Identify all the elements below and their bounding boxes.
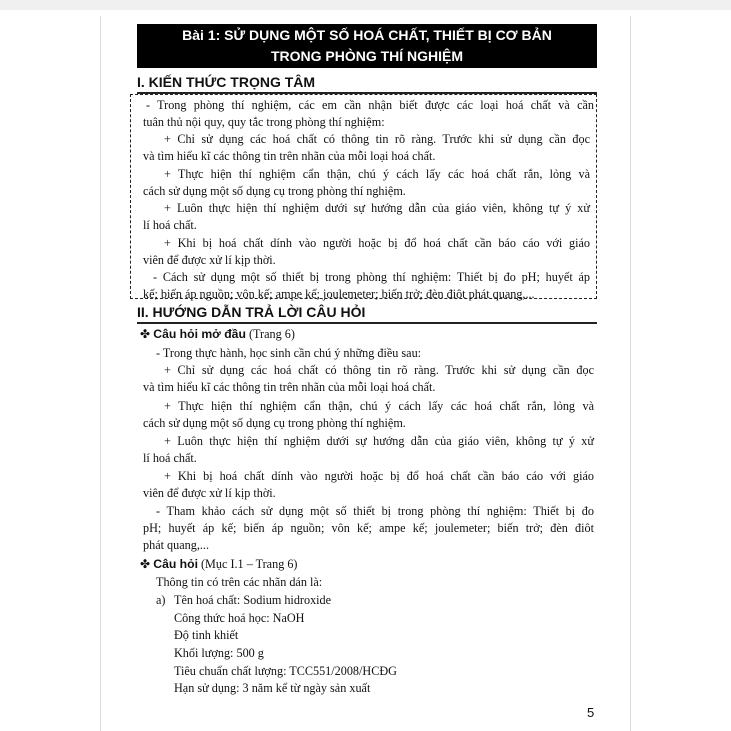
s2-line: + Chỉ sử dụng các hoá chất có thông tin rõ ràng. Trước khi sử dụng cần đọc <box>164 363 594 377</box>
s1-line: cách sử dụng một số dụng cụ trong phòng thí nghiệm. <box>143 184 406 198</box>
s2-line: - Trong thực hành, học sinh cần chú ý những điều sau: <box>156 346 422 360</box>
question-label: Câu hỏi <box>153 557 198 571</box>
label-info-line: Khối lượng: 500 g <box>174 646 264 660</box>
s1-line: - Trong phòng thí nghiệm, các em cần nhận biết được các loại hoá chất và cần <box>146 98 594 112</box>
top-strip <box>0 0 731 10</box>
s2-line: phát quang,... <box>143 538 210 552</box>
lesson-title <box>137 24 597 68</box>
lesson-title-line1: Bài 1: SỬ DỤNG MỘT SỐ HOÁ CHẤT, THIẾT BỊ CƠ BẢN <box>182 27 552 43</box>
label-info-line: Hạn sử dụng: 3 năm kể từ ngày sản xuất <box>174 681 371 695</box>
section2-underline <box>137 322 597 324</box>
s2-line: viên để được xử lí kịp thời. <box>143 486 276 500</box>
question-label: Câu hỏi mở đầu <box>153 327 246 341</box>
question-heading <box>140 327 295 342</box>
s1-line: viên để được xử lí kịp thời. <box>143 253 276 267</box>
label-info-line: Công thức hoá học: NaOH <box>174 611 305 625</box>
s1-line: + Thực hiện thí nghiệm cẩn thận, chú ý cách lấy các hoá chất rắn, lỏng và <box>164 167 590 181</box>
question-heading <box>140 557 297 572</box>
s1-line: + Luôn thực hiện thí nghiệm dưới sự hướng dẫn của giáo viên, không tự ý xử <box>164 201 590 215</box>
s2-line: + Khi bị hoá chất dính vào người hoặc bị đổ hoá chất cần báo cáo với giáo <box>164 469 594 483</box>
answer-marker: a) <box>156 593 166 607</box>
s2-line: - Tham khảo cách sử dụng một số thiết bị trong phòng thí nghiệm: Thiết bị đo <box>156 504 594 518</box>
s2-line: + Luôn thực hiện thí nghiệm dưới sự hướng dẫn của giáo viên, không tự ý xử <box>164 434 594 448</box>
question-ref: (Trang 6) <box>245 327 295 341</box>
s2-line: và tìm hiểu kĩ các thông tin trên nhãn của mỗi loại hoá chất. <box>143 380 436 394</box>
page-number: 5 <box>587 705 595 720</box>
question-ref: (Mục I.1 – Trang 6) <box>197 557 298 571</box>
s1-line: lí hoá chất. <box>143 218 197 232</box>
s1-line: + Chỉ sử dụng các hoá chất có thông tin rõ ràng. Trước khi sử dụng cần đọc <box>164 132 590 146</box>
label-info-line: Tên hoá chất: Sodium hidroxide <box>174 593 332 607</box>
s1-line: kế; biến áp nguồn; vôn kế; ampe kế; joulemeter; biến trở; đèn điôt phát quang,... <box>143 287 535 301</box>
label-info-line: Tiêu chuẩn chất lượng: TCC551/2008/HCĐG <box>174 664 397 678</box>
section1-heading: I. KIẾN THỨC TRỌNG TÂM <box>137 74 316 90</box>
s1-line: và tìm hiểu kĩ các thông tin trên nhãn của mỗi loại hoá chất. <box>143 149 436 163</box>
answer-intro: Thông tin có trên các nhãn dán là: <box>156 575 323 589</box>
s1-line: tuân thủ nội quy, quy tắc trong phòng thí nghiệm: <box>143 115 385 129</box>
s1-line: - Cách sử dụng một số thiết bị trong phòng thí nghiệm: Thiết bị đo pH; huyết áp <box>153 270 590 284</box>
s2-line: pH; huyết áp kế; biến áp nguồn; vôn kế; ampe kế; joulemeter; biến trở; đèn điôt <box>143 521 594 535</box>
page-margin-left <box>100 16 101 731</box>
s2-line: cách sử dụng một số dụng cụ trong phòng thí nghiệm. <box>143 416 406 430</box>
diamond-bullet-icon: ✤ <box>140 557 151 571</box>
diamond-bullet-icon: ✤ <box>140 327 151 341</box>
s1-line: + Khi bị hoá chất dính vào người hoặc bị đổ hoá chất cần báo cáo với giáo <box>164 236 590 250</box>
section2-heading: II. HƯỚNG DẪN TRẢ LỜI CÂU HỎI <box>137 304 366 320</box>
page-margin-right <box>630 16 631 731</box>
label-info-line: Độ tinh khiết <box>174 628 239 642</box>
s2-line: + Thực hiện thí nghiệm cẩn thận, chú ý cách lấy các hoá chất rắn, lỏng và <box>164 399 594 413</box>
lesson-title-line2: TRONG PHÒNG THÍ NGHIỆM <box>270 48 464 64</box>
s2-line: lí hoá chất. <box>143 451 197 465</box>
